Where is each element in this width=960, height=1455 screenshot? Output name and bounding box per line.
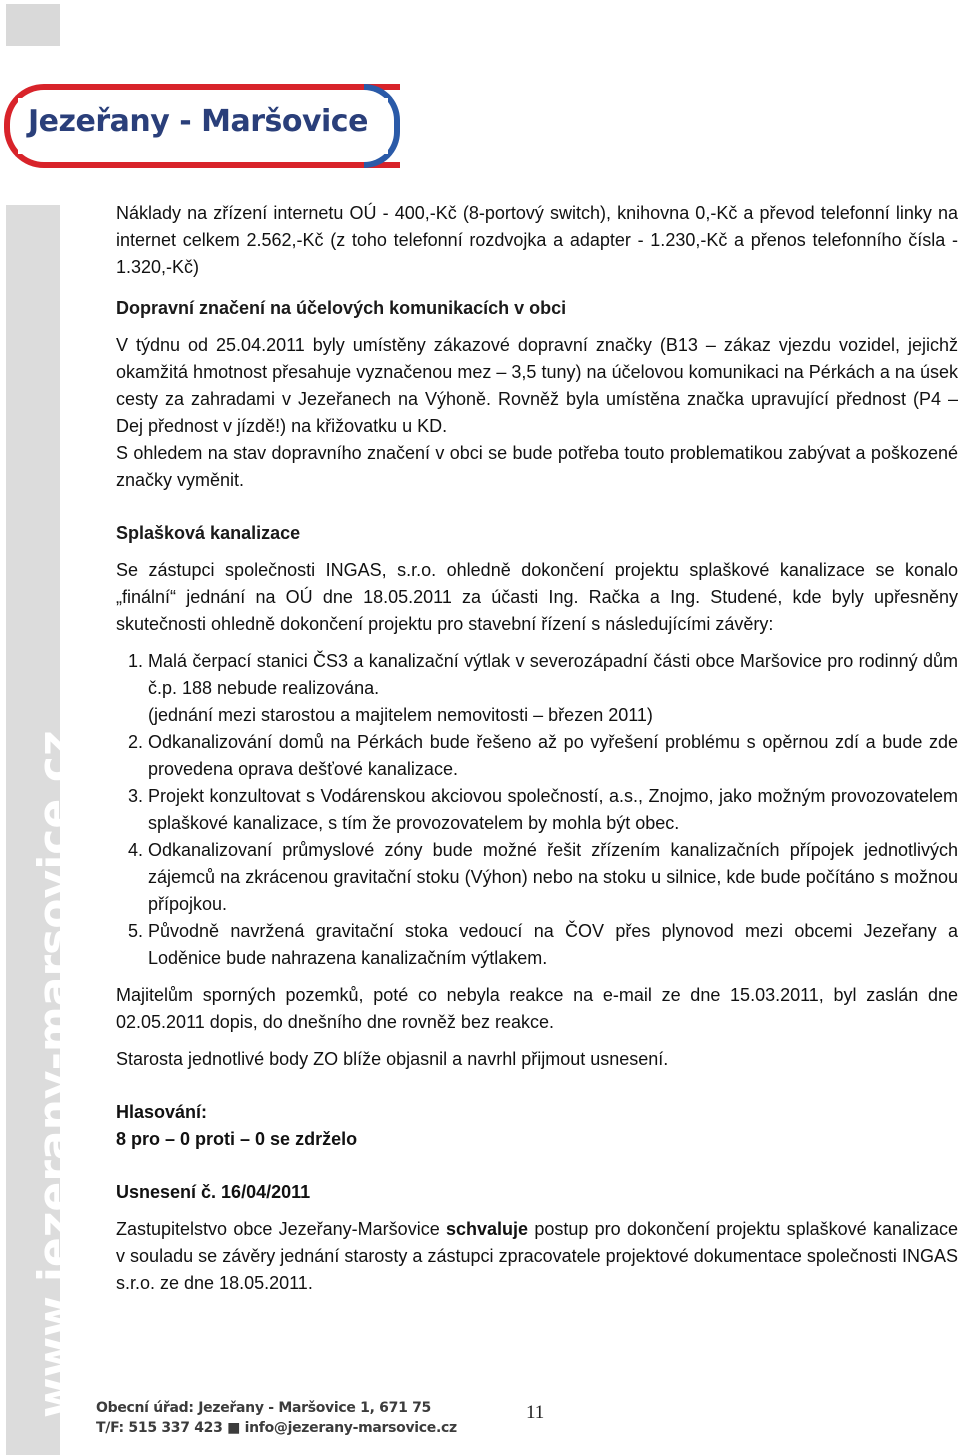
footer-address: Obecní úřad: Jezeřany - Maršovice 1, 671 75 — [96, 1400, 431, 1416]
side-url: www.jezerany-marsovice.cz — [29, 730, 80, 1418]
paragraph-traffic-signs-2: S ohledem na stav dopravního značení v obci se bude potřeba touto problematikou zabývat a poškozené značky vyměnit. — [116, 443, 958, 490]
logo-text: Jezeřany - Maršovice — [28, 104, 368, 139]
paragraph-traffic-signs: V týdnu od 25.04.2011 byly umístěny zákazové dopravní značky (B13 – zákaz vjezdu vozidel, jejichž okamžitá hmotnost přesahuje vyznačenou mez – 3,5 tuny) na účelovou komunikaci na Pérkách a na úsek cesty za zahradami v Jezeřanech na Výhoně. Rovněž byla umístěna značka upravující přednost (P4 – Dej přednost v jízdě!) na křižovatku u KD. — [116, 335, 958, 436]
list-item: 3. Projekt konzultovat s Vodárenskou akciovou společností, a.s., Znojmo, jako možným provozovatelem splaškové kanalizace, s tím že provozovatelem by mohla být obec. — [148, 783, 958, 837]
footer-contact — [96, 1398, 457, 1438]
vote-result: 8 pro – 0 proti – 0 se zdrželo — [116, 1129, 358, 1149]
logo — [4, 84, 400, 168]
page-number: 11 — [526, 1402, 545, 1423]
paragraph-owners: Majitelům sporných pozemků, poté co nebyla reakce na e-mail ze dne 15.03.2011, byl zaslán dne 02.05.2011 dopis, do dnešního dne rovněž bez reakce. — [116, 985, 958, 1032]
list-item-note: (jednání mezi starostou a majitelem nemovitosti – březen 2011) — [148, 705, 653, 725]
conclusions-list — [116, 648, 958, 972]
corner-decoration — [6, 4, 60, 46]
heading-sewer: Splašková kanalizace — [116, 523, 301, 543]
list-item: 4. Odkanalizovaní průmyslové zóny bude možné řešit zřízením kanalizačních přípojek jednotlivých zájemců na zkrácenou gravitační stoku (Výhon) nebo na stoku u silnice, kde bude počítáno s možnou přípojkou. — [148, 837, 958, 918]
list-item: 2. Odkanalizování domů na Pérkách bude řešeno až po vyřešení problému s opěrnou zdí a bude zde provedena oprava dešťové kanalizace. — [148, 729, 958, 783]
resolution-text: Zastupitelstvo obce Jezeřany-Maršovice schvaluje postup pro dokončení projektu splaškové kanalizace v souladu se závěry jednání starosty a zástupci zpracovatele projektové dokumentace společnosti INGAS s.r.o. ze dne 18.05.2011. — [116, 1219, 959, 1293]
footer-phone-email: T/F: 515 337 423 ■ info@jezerany-marsovice.cz — [96, 1420, 457, 1436]
paragraph-mayor: Starosta jednotlivé body ZO blíže objasnil a navrhl přijmout usnesení. — [116, 1049, 669, 1069]
list-item: 1. Malá čerpací stanici ČS3 a kanalizační výtlak v severozápadní části obce Maršovice pro rodinný dům č.p. 188 nebude realizována. (jednání mezi starostou a majitelem nemovitosti – březen 2011) — [148, 648, 958, 729]
paragraph-sewer: Se zástupci společnosti INGAS, s.r.o. ohledně dokončení projektu splaškové kanalizace se konalo „finální“ jednání na OÚ dne 18.05.2011 za účasti Ing. Račka a Ing. Studené, kde byly upřesněny skutečnosti ohledně dokončení projektu pro stavební řízení s následujícími závěry: — [116, 560, 958, 634]
resolution-title: Usnesení č. 16/04/2011 — [116, 1182, 311, 1202]
heading-traffic-signs: Dopravní značení na účelových komunikacích v obci — [116, 298, 567, 318]
document-body — [116, 200, 958, 1307]
list-item: 5. Původně navržená gravitační stoka vedoucí na ČOV přes plynovod mezi obcemi Jezeřany a Loděnice bude nahrazena kanalizačním výtlakem. — [148, 918, 958, 972]
resolution-verb: schvaluje — [446, 1219, 529, 1239]
paragraph-internet-costs: Náklady na zřízení internetu OÚ - 400,-Kč (8-portový switch), knihovna 0,-Kč a převod telefonní linky na internet celkem 2.562,-Kč (z toho telefonní rozdvojka a adapter - 1.230,-Kč a přenos telefonního čísla - 1.320,-Kč) — [116, 203, 958, 277]
vote-label: Hlasování: — [116, 1102, 208, 1122]
